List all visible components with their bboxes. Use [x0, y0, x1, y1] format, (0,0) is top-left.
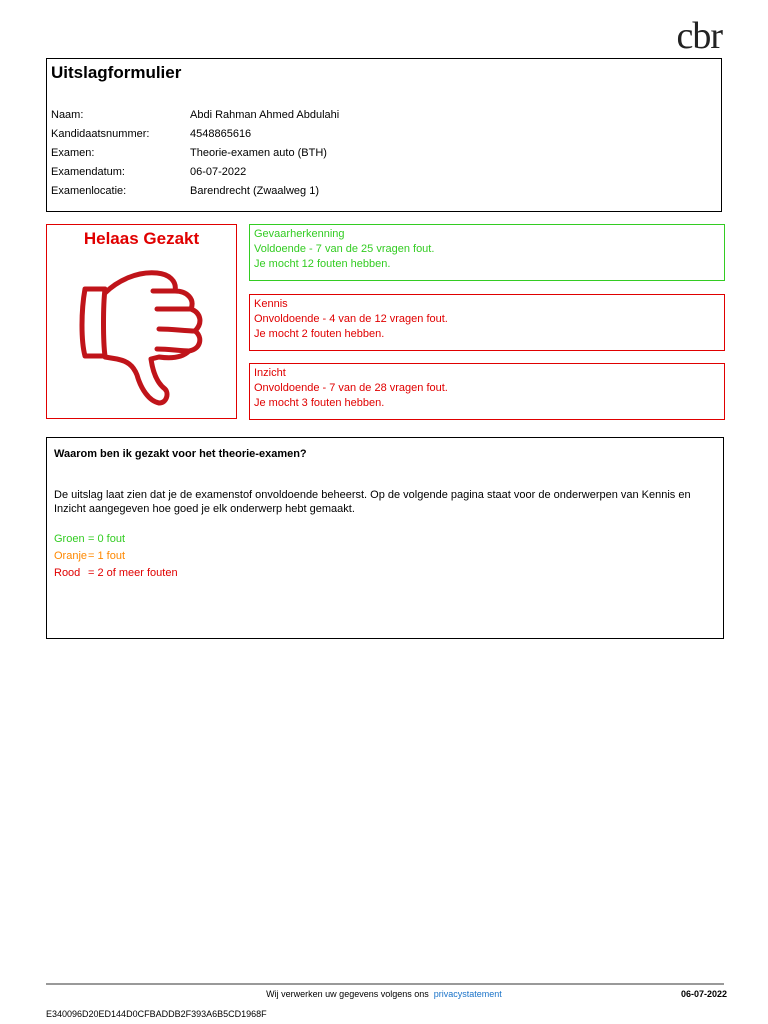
document-id: E340096D20ED144D0CFBADDB2F393A6B5CD1968F — [46, 1009, 267, 1019]
privacy-statement-link[interactable]: privacystatement — [433, 989, 502, 999]
info-label: Examenlocatie: — [51, 185, 127, 197]
category-allowed: Je mocht 2 fouten hebben. — [254, 328, 385, 340]
info-value: 06-07-2022 — [190, 166, 247, 178]
info-value: Barendrecht (Zwaalweg 1) — [190, 185, 320, 197]
category-allowed: Je mocht 12 fouten hebben. — [254, 258, 391, 270]
info-value: Abdi Rahman Ahmed Abdulahi — [190, 109, 340, 121]
category-result: Onvoldoende - 4 van de 12 vragen fout. — [254, 313, 448, 325]
category-result: Voldoende - 7 van de 25 vragen fout. — [254, 243, 435, 255]
result-title: Helaas Gezakt — [83, 229, 200, 248]
result-box — [46, 224, 237, 419]
legend-key: Oranje — [54, 550, 88, 562]
info-value: 4548865616 — [190, 128, 252, 140]
legend-green — [54, 533, 125, 545]
info-label: Examen: — [51, 147, 95, 159]
footer-text: Wij verwerken uw gegevens volgens ons — [266, 989, 429, 999]
category-kennis — [249, 294, 725, 351]
info-value: Theorie-examen auto (BTH) — [190, 147, 327, 159]
cbr-logo: cbr — [676, 15, 722, 57]
candidate-info-box — [46, 58, 722, 212]
category-gevaarherkenning — [249, 224, 725, 281]
category-name: Kennis — [254, 298, 288, 310]
legend-desc: = 1 fout — [88, 550, 126, 562]
category-inzicht — [249, 363, 725, 420]
info-label: Examendatum: — [51, 166, 125, 178]
category-result: Onvoldoende - 7 van de 28 vragen fout. — [254, 382, 448, 394]
legend-orange — [54, 550, 125, 562]
info-label: Naam: — [51, 109, 84, 121]
explanation-title: Waarom ben ik gezakt voor het theorie-examen? — [54, 448, 307, 460]
footer-date: 06-07-2022 — [680, 989, 727, 999]
legend-red — [54, 567, 178, 579]
thumbs-down-icon — [77, 261, 207, 411]
explanation-text: De uitslag laat zien dat je de examenstof onvoldoende beheerst. Op de volgende pagina staat voor de onderwerpen van Kennis en Inzicht aangegeven hoe goed je elk onderwerp hebt gemaakt. — [54, 489, 691, 515]
explanation-box — [46, 437, 724, 639]
legend-desc: = 0 fout — [88, 533, 126, 545]
category-name: Inzicht — [254, 367, 286, 379]
legend-key: Rood — [54, 567, 81, 579]
footer-privacy-notice — [0, 989, 768, 999]
legend-desc: = 2 of meer fouten — [88, 567, 178, 579]
category-name: Gevaarherkenning — [254, 228, 345, 240]
footer-divider — [46, 983, 724, 985]
form-title: Uitslagformulier — [51, 63, 182, 82]
legend-key: Groen — [54, 533, 85, 545]
info-label: Kandidaatsnummer: — [51, 128, 150, 140]
category-allowed: Je mocht 3 fouten hebben. — [254, 397, 385, 409]
